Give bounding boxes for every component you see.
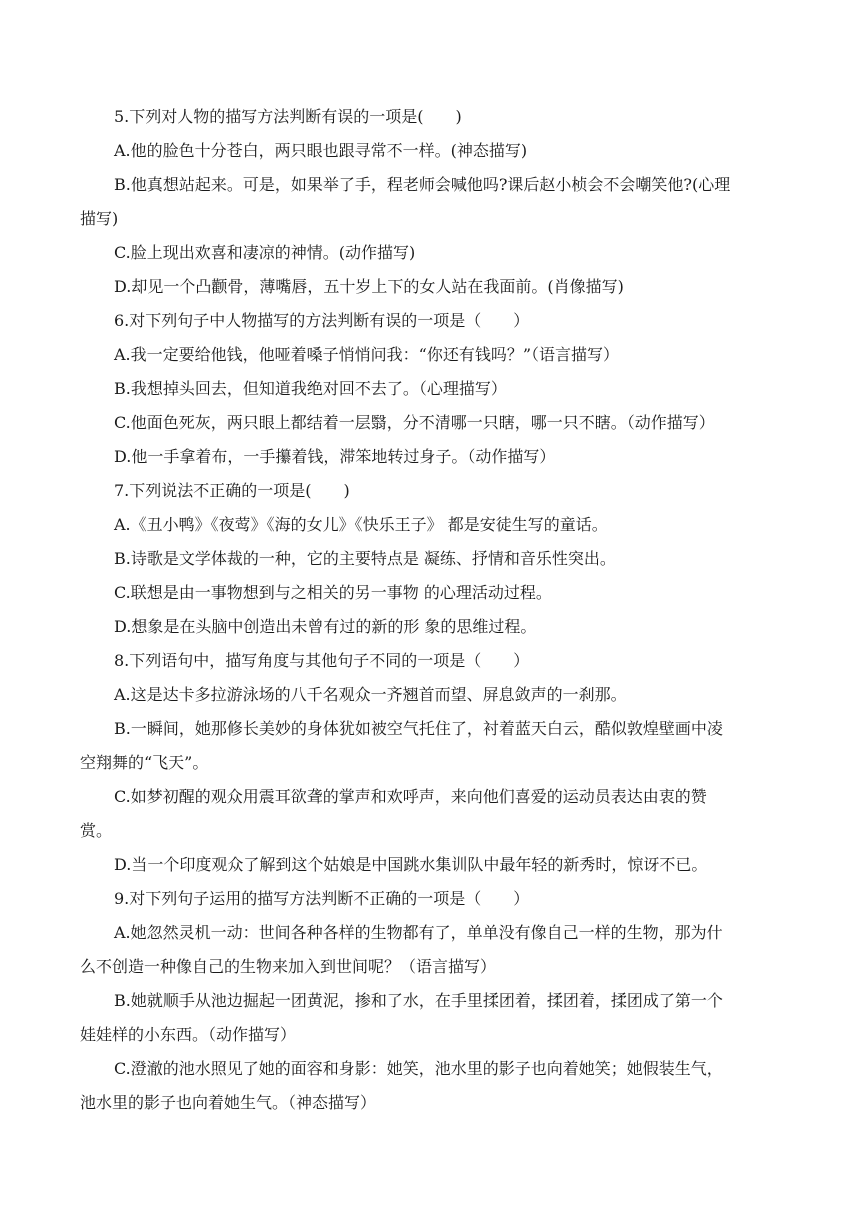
question-7-option-b: B.诗歌是文学体裁的一种，它的主要特点是 凝练、抒情和音乐性突出。 — [114, 549, 616, 568]
question-6-option-b: B.我想掉头回去，但知道我绝对回不去了。（心理描写） — [114, 379, 507, 398]
question-9-option-c-cont: 池水里的影子也向着她生气。（神态描写） — [80, 1093, 377, 1112]
question-8-option-b: B.一瞬间，她那修长美妙的身体犹如被空气托住了，衬着蓝天白云，酷似敦煌壁画中凌 — [114, 719, 723, 738]
question-5-option-c: C.脸上现出欢喜和凄凉的神情。(动作描写) — [114, 243, 416, 262]
question-5-stem: 5.下列对人物的描写方法判断有误的一项是( ) — [114, 107, 462, 126]
question-8-stem: 8.下列语句中，描写角度与其他句子不同的一项是（ ） — [114, 651, 530, 670]
question-5-option-d: D.却见一个凸颧骨，薄嘴唇，五十岁上下的女人站在我面前。(肖像描写) — [114, 277, 624, 296]
question-9-option-b: B.她就顺手从池边掘起一团黄泥，掺和了水，在手里揉团着，揉团着，揉团成了第一个 — [114, 991, 723, 1010]
question-9-option-a-cont: 么不创造一种像自己的生物来加入到世间呢？（语言描写） — [80, 957, 497, 976]
question-7-option-a: A.《丑小鸭》《夜莺》《海的女儿》《快乐王子》 都是安徒生写的童话。 — [114, 515, 608, 534]
question-5-option-b-cont: 描写) — [80, 209, 119, 228]
question-8-option-c-cont: 赏。 — [80, 821, 113, 840]
question-5-option-b: B.他真想站起来。可是，如果举了手，程老师会喊他吗?课后赵小桢会不会嘲笑他?(心理 — [114, 175, 731, 194]
question-6-option-d: D.他一手拿着布，一手攥着钱，滞笨地转过身子。（动作描写） — [114, 447, 556, 466]
question-8-option-c: C.如梦初醒的观众用震耳欲聋的掌声和欢呼声，来向他们喜爱的运动员表达由衷的赞 — [114, 787, 707, 806]
question-6-option-a: A.我一定要给他钱，他哑着嗓子悄悄问我：“你还有钱吗？”（语言描写） — [114, 345, 620, 364]
question-5-option-a: A.他的脸色十分苍白，两只眼也跟寻常不一样。(神态描写) — [114, 141, 528, 160]
document-page — [80, 100, 780, 1120]
question-8-option-d: D.当一个印度观众了解到这个姑娘是中国跳水集训队中最年轻的新秀时，惊讶不已。 — [114, 855, 708, 874]
question-7-stem: 7.下列说法不正确的一项是( ) — [114, 481, 350, 500]
question-6-option-c: C.他面色死灰，两只眼上都结着一层翳，分不清哪一只瞎，哪一只不瞎。（动作描写） — [114, 413, 715, 432]
question-6-stem: 6.对下列句子中人物描写的方法判断有误的一项是（ ） — [114, 311, 530, 330]
question-7-option-c: C.联想是由一事物想到与之相关的另一事物 的心理活动过程。 — [114, 583, 552, 602]
question-7-option-d: D.想象是在头脑中创造出未曾有过的新的形 象的思维过程。 — [114, 617, 537, 636]
question-9-option-a: A.她忽然灵机一动：世间各种各样的生物都有了，单单没有像自己一样的生物，那为什 — [114, 923, 723, 942]
question-8-option-b-cont: 空翔舞的“飞天”。 — [80, 753, 209, 772]
question-9-option-b-cont: 娃娃样的小东西。（动作描写） — [80, 1025, 297, 1044]
question-8-option-a: A.这是达卡多拉游泳场的八千名观众一齐翘首而望、屏息敛声的一刹那。 — [114, 685, 627, 704]
question-9-option-c: C.澄澈的池水照见了她的面容和身影：她笑，池水里的影子也向着她笑；她假装生气， — [114, 1059, 723, 1078]
question-9-stem: 9.对下列句子运用的描写方法判断不正确的一项是（ ） — [114, 889, 530, 908]
